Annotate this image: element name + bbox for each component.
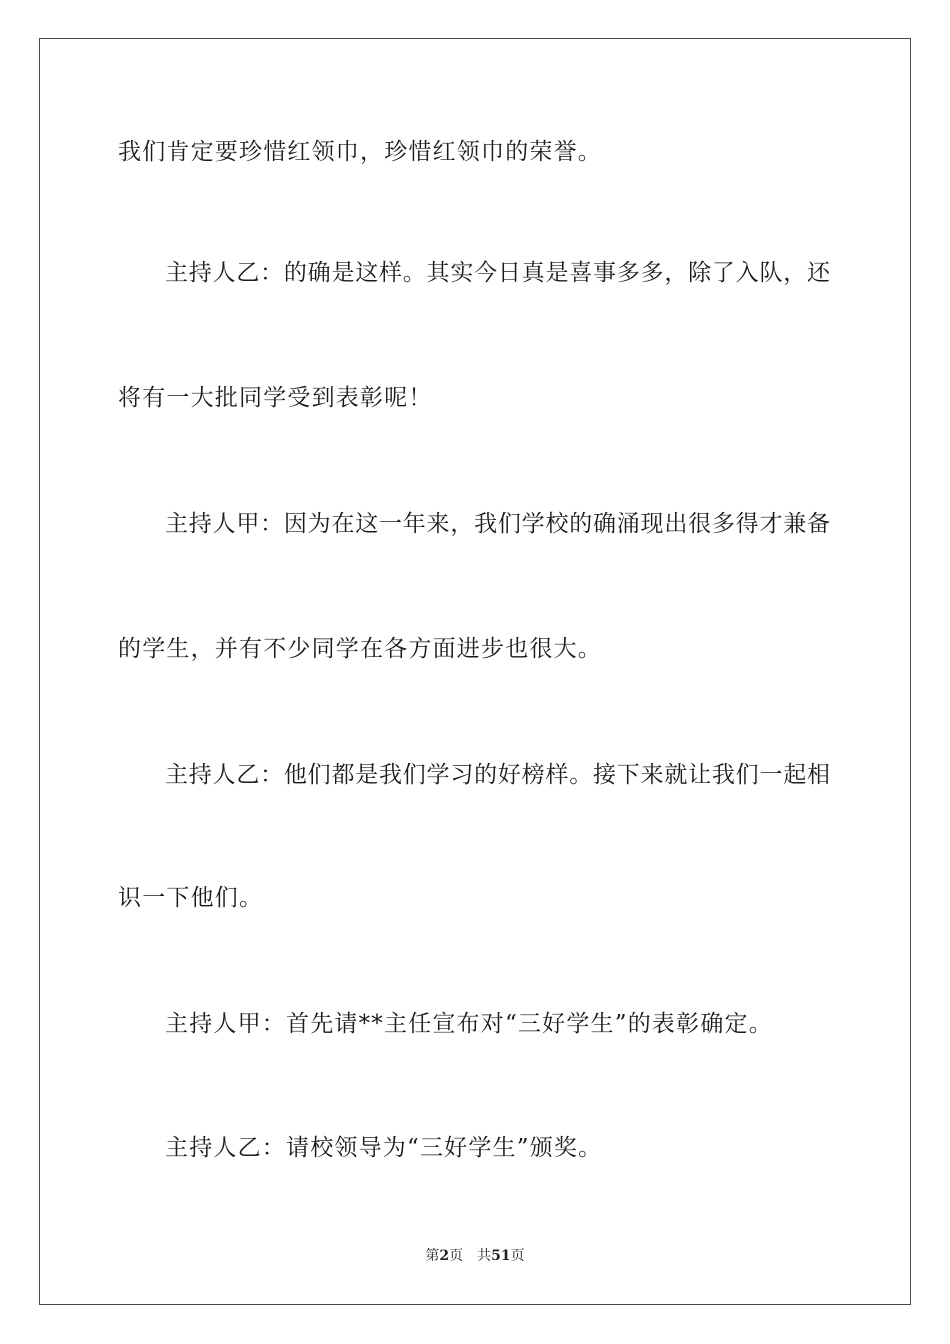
current-page-number: 2 — [439, 1248, 450, 1264]
paragraph-line: 的学生，并有不少同学在各方面进步也很大。 — [118, 636, 602, 662]
paragraph-line: 主持人甲：因为在这一年来，我们学校的确涌现出很多得才兼备 — [165, 511, 830, 537]
paragraph-line: 我们肯定要珍惜红领巾，珍惜红领巾的荣誉。 — [118, 139, 602, 165]
paragraph-line: 主持人乙：的确是这样。其实今日真是喜事多多，除了入队，还 — [165, 260, 830, 286]
paragraph-line: 主持人甲：首先请**主任宣布对“三好学生”的表彰确定。 — [165, 1011, 773, 1037]
total-label-suffix: 页 — [510, 1248, 525, 1264]
paragraph-line: 将有一大批同学受到表彰呢！ — [118, 385, 433, 411]
paragraph-line: 主持人乙：他们都是我们学习的好榜样。接下来就让我们一起相 — [165, 762, 830, 788]
total-page-count: 51 — [491, 1248, 511, 1264]
total-label-prefix: 共 — [477, 1248, 492, 1264]
page-footer — [0, 1247, 950, 1265]
page-label-suffix: 页 — [449, 1248, 464, 1264]
page-label-prefix: 第 — [425, 1248, 440, 1264]
paragraph-line: 主持人乙：请校领导为“三好学生”颁奖。 — [165, 1135, 603, 1161]
paragraph-line: 识一下他们。 — [118, 885, 264, 911]
page-frame — [39, 38, 911, 1305]
